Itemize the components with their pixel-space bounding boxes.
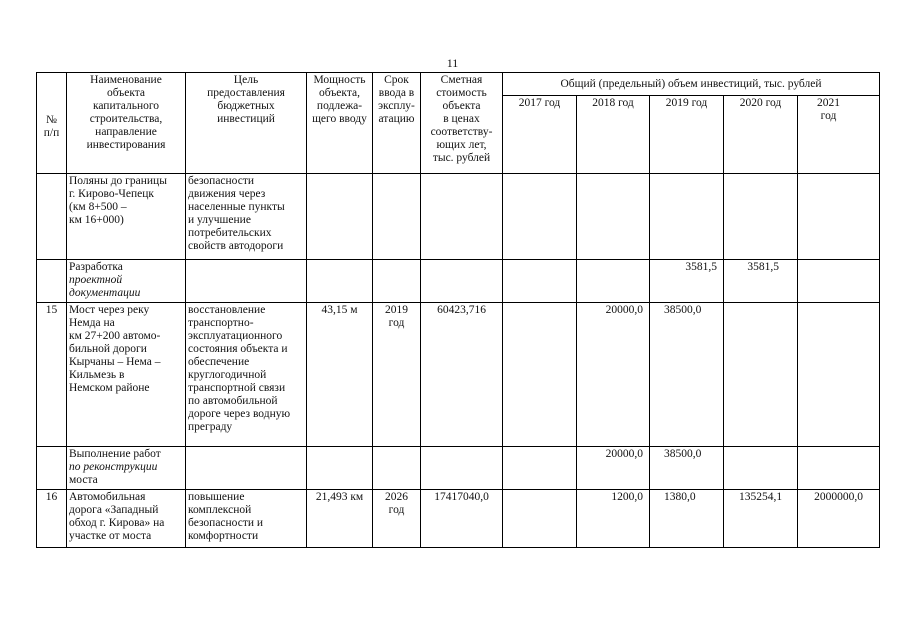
cell-cost: 60423,716 bbox=[421, 303, 503, 447]
cell-2018: 1200,0 bbox=[577, 490, 650, 548]
table-row bbox=[37, 490, 880, 548]
cell-goal bbox=[186, 260, 307, 303]
header-name: Наименование объекта капитального строительства, направление инвестирования bbox=[67, 73, 186, 174]
cell-name-tail: моста bbox=[69, 474, 98, 486]
header-num: № п/п bbox=[37, 73, 67, 174]
header-year-2021: 2021 год bbox=[798, 96, 880, 174]
cell-2021: 2000000,0 bbox=[798, 490, 880, 548]
cell-2017 bbox=[503, 174, 577, 260]
cell-name-italic: по реконструкции bbox=[69, 461, 158, 473]
cell-term bbox=[373, 260, 421, 303]
cell-2018 bbox=[577, 260, 650, 303]
cell-cost: 17417040,0 bbox=[421, 490, 503, 548]
cell-name: Мост через реку Немда на км 27+200 автомо- бильной дороги Кырчаны – Нема – Кильмезь в Немском районе bbox=[67, 303, 186, 447]
cell-capacity bbox=[307, 260, 373, 303]
cell-capacity: 21,493 км bbox=[307, 490, 373, 548]
header-term: Срок ввода в эксплу- атацию bbox=[373, 73, 421, 174]
cell-2017 bbox=[503, 260, 577, 303]
cell-capacity bbox=[307, 447, 373, 490]
page-number: 11 bbox=[446, 56, 459, 70]
cell-name: Автомобильная дорога «Западный обход г. Кирова» на участке от моста bbox=[67, 490, 186, 548]
cell-num bbox=[37, 174, 67, 260]
cell-capacity bbox=[307, 174, 373, 260]
cell-2020: 135254,1 bbox=[724, 490, 798, 548]
cell-goal: безопасности движения через населенные пункты и улучшение потребительских свойств автодороги bbox=[186, 174, 307, 260]
cell-name-italic: проектной документации bbox=[69, 274, 141, 299]
cell-capacity: 43,15 м bbox=[307, 303, 373, 447]
table-row bbox=[37, 174, 880, 260]
cell-2018 bbox=[577, 174, 650, 260]
investment-table bbox=[36, 72, 880, 548]
header-year-2017: 2017 год bbox=[503, 96, 577, 174]
cell-2020 bbox=[724, 174, 798, 260]
cell-2017 bbox=[503, 447, 577, 490]
cell-cost bbox=[421, 447, 503, 490]
cell-cost bbox=[421, 174, 503, 260]
cell-goal: повышение комплексной безопасности и комфортности bbox=[186, 490, 307, 548]
cell-2019: 3581,5 bbox=[650, 260, 724, 303]
cell-num: 16 bbox=[37, 490, 67, 548]
cell-name-plain: Разработка bbox=[69, 261, 123, 273]
cell-num bbox=[37, 260, 67, 303]
table-row bbox=[37, 260, 880, 303]
cell-name bbox=[67, 447, 186, 490]
header-row-1 bbox=[37, 73, 880, 96]
cell-2021 bbox=[798, 447, 880, 490]
cell-term: 2019 год bbox=[373, 303, 421, 447]
cell-2021 bbox=[798, 260, 880, 303]
table-row bbox=[37, 303, 880, 447]
cell-2020: 3581,5 bbox=[724, 260, 798, 303]
cell-2017 bbox=[503, 303, 577, 447]
header-total-investment: Общий (предельный) объем инвестиций, тыс. рублей bbox=[503, 73, 880, 96]
cell-name-plain: Выполнение работ bbox=[69, 448, 161, 460]
cell-2021 bbox=[798, 174, 880, 260]
cell-2018: 20000,0 bbox=[577, 447, 650, 490]
cell-2019 bbox=[650, 174, 724, 260]
cell-term bbox=[373, 174, 421, 260]
cell-num: 15 bbox=[37, 303, 67, 447]
cell-2018: 20000,0 bbox=[577, 303, 650, 447]
cell-2020 bbox=[724, 447, 798, 490]
cell-term: 2026 год bbox=[373, 490, 421, 548]
cell-goal bbox=[186, 447, 307, 490]
cell-num bbox=[37, 447, 67, 490]
cell-goal: восстановление транспортно- эксплуатационного состояния объекта и обеспечение круглогодичной транспортной связи по автомобильной дороге через водную преграду bbox=[186, 303, 307, 447]
cell-term bbox=[373, 447, 421, 490]
cell-2021 bbox=[798, 303, 880, 447]
header-year-2020: 2020 год bbox=[724, 96, 798, 174]
header-goal: Цель предоставления бюджетных инвестиций bbox=[186, 73, 307, 174]
cell-2019: 38500,0 bbox=[650, 303, 724, 447]
cell-2019: 38500,0 bbox=[650, 447, 724, 490]
cell-name: Поляны до границы г. Кирово-Чепецк (км 8+500 – км 16+000) bbox=[67, 174, 186, 260]
header-capacity: Мощность объекта, подлежа- щего вводу bbox=[307, 73, 373, 174]
header-year-2019: 2019 год bbox=[650, 96, 724, 174]
table-row bbox=[37, 447, 880, 490]
header-year-2018: 2018 год bbox=[577, 96, 650, 174]
cell-name bbox=[67, 260, 186, 303]
cell-cost bbox=[421, 260, 503, 303]
cell-2019: 1380,0 bbox=[650, 490, 724, 548]
cell-2017 bbox=[503, 490, 577, 548]
header-cost: Сметная стоимость объекта в ценах соответству- ющих лет, тыс. рублей bbox=[421, 73, 503, 174]
cell-2020 bbox=[724, 303, 798, 447]
